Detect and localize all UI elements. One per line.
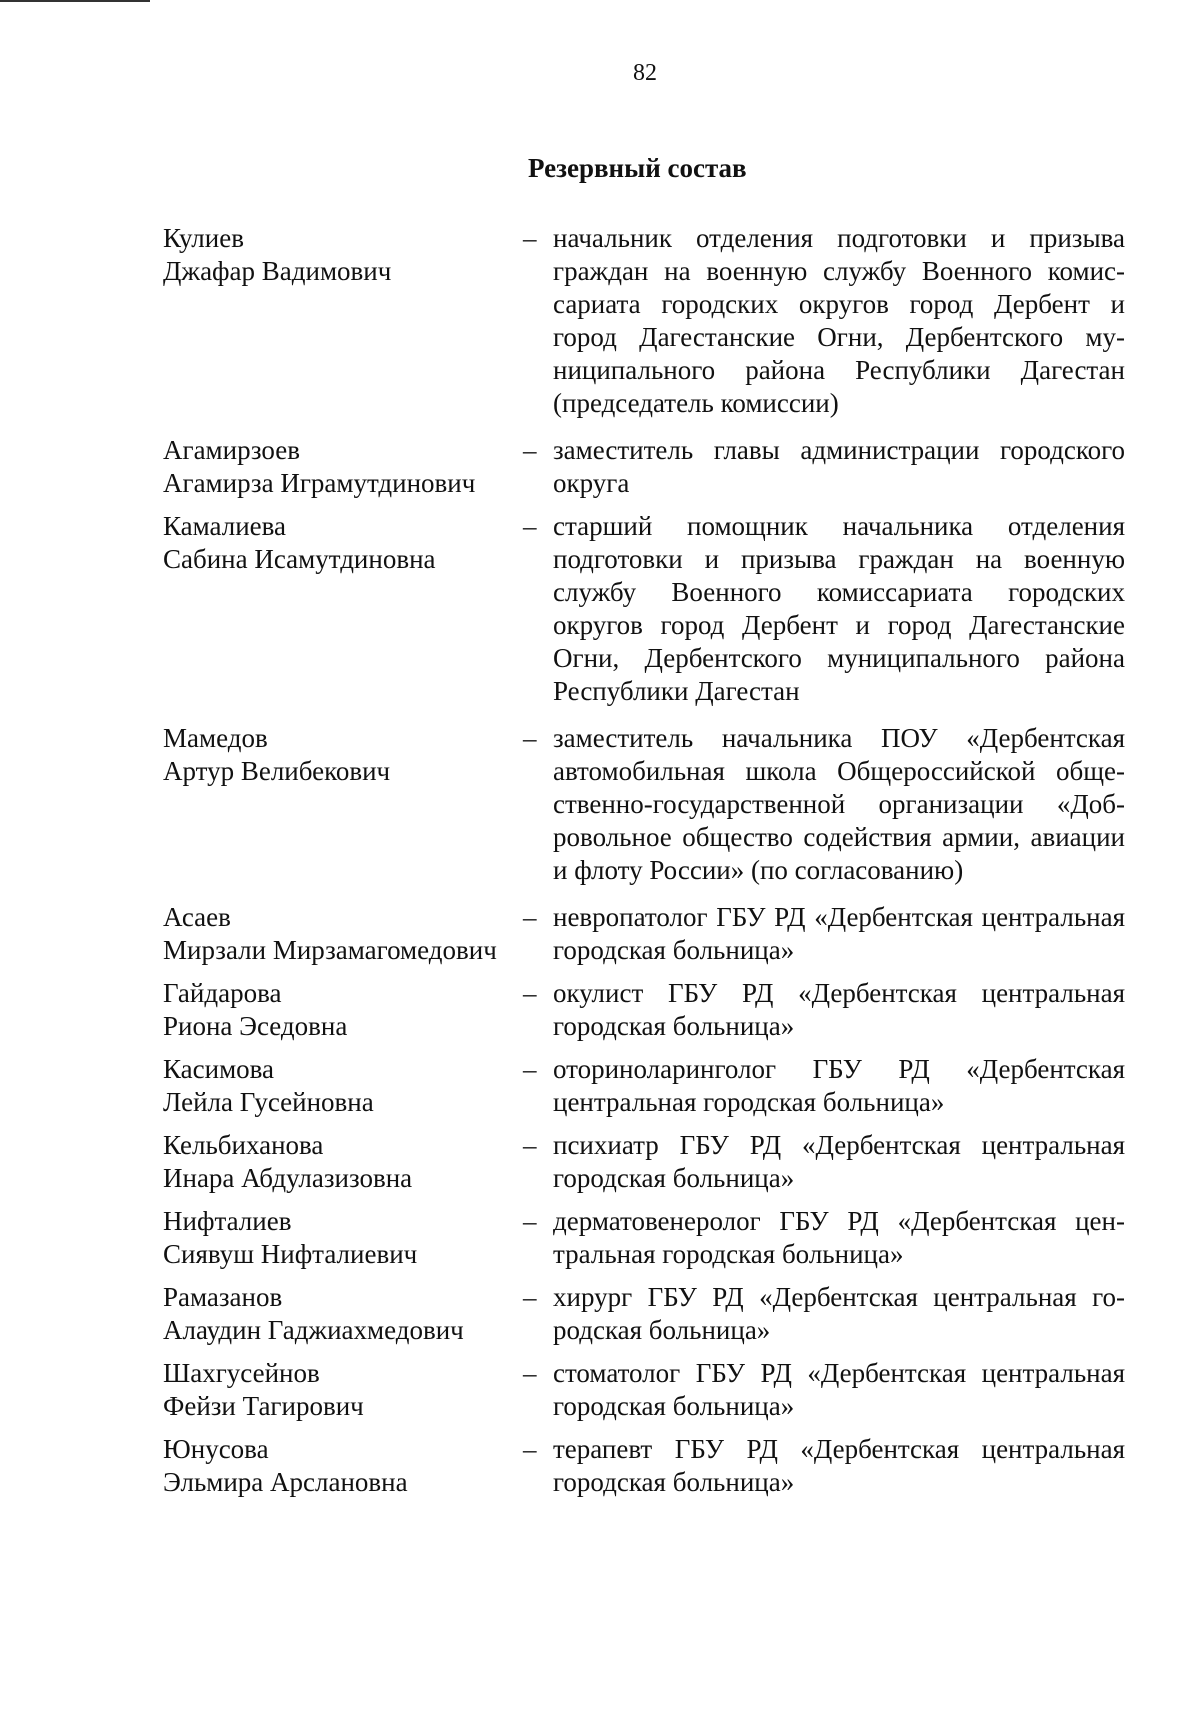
list-item [163,1053,1125,1119]
dash-separator: – [523,1206,537,1236]
dash-separator: – [523,978,537,1008]
list-item [163,510,1125,708]
dash-separator: – [523,435,537,465]
member-given-name: Лейла Гусейновна [163,1087,374,1117]
list-item [163,1357,1125,1423]
list-item [163,901,1125,967]
dash-separator: – [523,511,537,541]
member-role: дерматовенеролог ГБУ РД «Дербентская центральная городская больница» [553,1206,1125,1269]
member-role: заместитель главы администрации городского округа [553,435,1125,498]
member-surname: Рамазанов [163,1282,283,1312]
scan-edge-line [0,0,150,2]
member-given-name: Сиявуш Нифталиевич [163,1239,418,1269]
member-given-name: Риона Эседовна [163,1011,348,1041]
dash-separator: – [523,902,537,932]
member-role: стоматолог ГБУ РД «Дербентская центральная городская больница» [553,1358,1125,1421]
member-name [163,1433,523,1499]
member-role: оториноларинголог ГБУ РД «Дербентская центральная городская больница» [553,1054,1125,1117]
member-name [163,1205,523,1271]
member-name [163,1357,523,1423]
member-role: терапевт ГБУ РД «Дербентская центральная городская больница» [553,1434,1125,1497]
member-name [163,222,523,420]
member-surname: Асаев [163,902,231,932]
member-name [163,1281,523,1347]
member-role: окулист ГБУ РД «Дербентская центральная городская больница» [553,978,1125,1041]
list-item [163,1205,1125,1271]
member-given-name: Фейзи Тагирович [163,1391,364,1421]
member-surname: Камалиева [163,511,287,541]
member-given-name: Агамирза Играмутдинович [163,468,476,498]
dash-separator: – [523,1130,537,1160]
list-item [163,222,1125,420]
member-given-name: Артур Велибекович [163,756,391,786]
member-role: старший помощник начальника отделения подготовки и призыва граждан на военную службу Военного комиссариата городских округов город Дербент и город Дагестанские Огни, Дербентского муниципального района Республики Дагестан [553,511,1125,706]
list-item [163,434,1125,500]
member-surname: Гайдарова [163,978,282,1008]
member-name [163,1129,523,1195]
dash-separator: – [523,1358,537,1388]
member-surname: Нифталиев [163,1206,292,1236]
member-role: хирург ГБУ РД «Дербентская центральная городская больница» [553,1282,1125,1345]
member-surname: Касимова [163,1054,275,1084]
list-item [163,1281,1125,1347]
member-given-name: Алаудин Гаджиахмедович [163,1315,464,1345]
member-name [163,1053,523,1119]
member-name [163,722,523,887]
section-title: Резервный состав [528,153,747,183]
member-name [163,510,523,708]
page-number: 82 [633,60,657,86]
member-given-name: Инара Абдулазизовна [163,1163,413,1193]
list-item [163,722,1125,887]
member-surname: Мамедов [163,723,268,753]
member-surname: Юнусова [163,1434,269,1464]
dash-separator: – [523,223,537,253]
dash-separator: – [523,1434,537,1464]
list-item [163,1129,1125,1195]
member-given-name: Джафар Вадимович [163,256,392,286]
member-role: психиатр ГБУ РД «Дербентская центральная городская больница» [553,1130,1125,1193]
dash-separator: – [523,1282,537,1312]
member-role: невропатолог ГБУ РД «Дербентская центральная городская больница» [553,902,1125,965]
member-name [163,977,523,1043]
dash-separator: – [523,1054,537,1084]
member-role: заместитель начальника ПОУ «Дербентская автомобильная школа Общероссийской общественно-государственной организации «Добровольное общество содействия армии, авиации и флоту России» (по согласованию) [553,723,1125,885]
member-surname: Кулиев [163,223,244,253]
member-name [163,434,523,500]
member-given-name: Эльмира Арслановна [163,1467,408,1497]
list-item [163,1433,1125,1499]
member-name [163,901,523,967]
member-surname: Агамирзоев [163,435,300,465]
member-given-name: Мирзали Мирзамагомедович [163,935,497,965]
member-surname: Шахгусейнов [163,1358,320,1388]
member-list [163,222,1125,1509]
member-given-name: Сабина Исамутдиновна [163,544,436,574]
member-role: начальник отделения подготовки и призыва граждан на военную службу Военного комиссариата городских округов город Дербент и город Дагестанские Огни, Дербентского муниципального района Республики Дагестан (председатель комиссии) [553,223,1125,418]
dash-separator: – [523,723,537,753]
member-surname: Кельбиханова [163,1130,324,1160]
list-item [163,977,1125,1043]
